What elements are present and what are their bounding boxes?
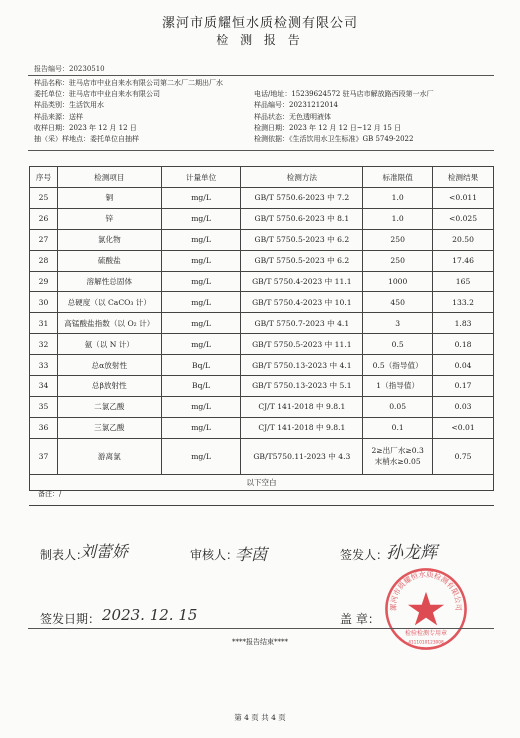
cell-item: 溶解性总固体: [57, 271, 161, 292]
cell-unit: mg/L: [161, 334, 241, 355]
test-date: 检测日期：2023 年 12 月 12 日~12 月 15 日: [254, 123, 402, 132]
seal-label: 盖 章：: [340, 612, 380, 626]
cell-limit: 250: [363, 250, 433, 271]
cell-item: 高锰酸盐指数（以 O₂ 计）: [57, 313, 161, 334]
cell-result: 133.2: [433, 292, 494, 313]
doc-title: 检 测 报 告: [216, 33, 304, 47]
sample-state: 样品状态：无色透明液体: [254, 112, 331, 121]
cell-item: 二氯乙酸: [57, 396, 161, 417]
cell-no: 35: [30, 396, 58, 417]
cell-limit: [363, 438, 433, 474]
org-title: 漯河市质耀恒水质检测有限公司: [161, 16, 358, 31]
cell-result: 1.83: [433, 313, 494, 334]
cell-unit: mg/L: [161, 292, 241, 313]
end-note-row: [30, 474, 494, 490]
remarks: 备注：/: [38, 490, 62, 498]
cell-unit: mg/L: [161, 250, 241, 271]
cell-method: GB/T 5750.6-2023 中 7.2: [241, 188, 363, 209]
cell-no: 34: [30, 376, 58, 397]
approved-signature: 孙龙辉: [386, 543, 437, 563]
cell-unit: mg/L: [161, 313, 241, 334]
cell-result: 0.75: [433, 438, 494, 474]
table-row: [30, 376, 494, 397]
cell-method: GB/T 5750.5-2023 中 6.2: [241, 229, 363, 250]
table-row: [30, 250, 494, 271]
sample-name: 样品名称：驻马店市中业自来水有限公司第二水厂二期出厂水: [34, 79, 223, 87]
divider-remarks: [29, 505, 494, 506]
cell-limit: 0.1: [363, 417, 433, 438]
header-method: 检测方法: [241, 167, 363, 188]
cell-unit: mg/L: [161, 271, 241, 292]
cell-no: 25: [30, 188, 58, 209]
table-row: [30, 438, 494, 474]
sample-number: 样品编号：20231212014: [254, 101, 338, 110]
cell-method: GB/T 5750.5-2023 中 11.1: [241, 334, 363, 355]
cell-limit: 450: [363, 292, 433, 313]
cell-no: 37: [30, 438, 58, 474]
header-unit: 计量单位: [161, 167, 241, 188]
cell-limit: 0.05: [363, 396, 433, 417]
cell-result: <0.025: [433, 208, 494, 229]
sample-source: 样品来源：送样: [34, 112, 83, 121]
cell-unit: mg/L: [161, 396, 241, 417]
cell-result: 0.17: [433, 376, 494, 397]
seal-text: 漯河市质耀恒水质检测有限公司: [388, 569, 464, 612]
cell-result: <0.01: [433, 417, 494, 438]
table-row: [30, 396, 494, 417]
cell-result: 0.04: [433, 355, 494, 376]
cell-result: 20.50: [433, 229, 494, 250]
cell-limit: 3: [363, 313, 433, 334]
divider-top: [28, 75, 494, 76]
cell-result: 165: [433, 271, 494, 292]
test-standard: 检测依据：《生活饮用水卫生标准》GB 5749-2022: [254, 134, 414, 143]
cell-item: 三氯乙酸: [57, 417, 161, 438]
cell-method: GB/T 5750.4-2023 中 10.1: [241, 292, 363, 313]
cell-no: 27: [30, 229, 58, 250]
header-limit: 标准限值: [363, 167, 433, 188]
page-number: 第 4 页 共 4 页: [234, 713, 286, 722]
cell-no: 28: [30, 250, 58, 271]
seal-bottom-text: 检验检测专用章: [404, 629, 448, 637]
table-header-row: [30, 167, 494, 188]
cell-limit: 1.0: [363, 188, 433, 209]
cell-unit: mg/L: [161, 438, 241, 474]
cell-method: GB/T5750.11-2023 中 4.3: [241, 438, 363, 474]
reviewed-label: 审核人：: [190, 548, 239, 562]
cell-limit: 1000: [363, 271, 433, 292]
prepared-signature: 刘蕾娇: [80, 542, 129, 561]
table-row: [30, 355, 494, 376]
received-date: 收样日期：2023 年 12 月 12 日: [34, 123, 137, 132]
cell-item: 硫酸盐: [57, 250, 161, 271]
cell-method: GB/T 5750.7-2023 中 4.1: [241, 313, 363, 334]
approved-label: 签发人：: [340, 548, 389, 562]
cell-method: GB/T 5750.4-2023 中 11.1: [241, 271, 363, 292]
seal-number: 4111010123008: [408, 640, 444, 646]
issue-date-label: 签发日期：: [40, 612, 101, 626]
table-row: [30, 271, 494, 292]
cell-no: 31: [30, 313, 58, 334]
cell-result: 0.18: [433, 334, 494, 355]
cell-unit: Bq/L: [161, 355, 241, 376]
cell-item: 铜: [57, 188, 161, 209]
table-row: [30, 208, 494, 229]
header-result: 检测结果: [433, 167, 494, 188]
cell-item: 锌: [57, 208, 161, 229]
report-end: ****报告结束****: [232, 638, 288, 646]
limit-line-2: 末梢水≥0.05: [374, 457, 421, 467]
cell-method: GB/T 5750.13-2023 中 5.1: [241, 376, 363, 397]
table-row: [30, 313, 494, 334]
sample-info: [34, 78, 494, 145]
cell-unit: mg/L: [161, 188, 241, 209]
header-item: 检测项目: [57, 167, 161, 188]
issue-date: 2023. 12. 15: [102, 606, 198, 624]
contact: 电话/地址：15239624572 驻马店市解放路西段第一水厂: [254, 90, 434, 99]
cell-method: GB/T 5750.5-2023 中 6.2: [241, 250, 363, 271]
table-row: [30, 334, 494, 355]
divider-info: [28, 150, 494, 151]
cell-result: 0.03: [433, 396, 494, 417]
cell-no: 32: [30, 334, 58, 355]
cell-result: 17.46: [433, 250, 494, 271]
prepared-label: 制表人：: [40, 548, 89, 562]
cell-limit: 1.0: [363, 208, 433, 229]
client: 委托单位：驻马店市中业自来水有限公司: [34, 90, 160, 99]
cell-item: 氨（以 N 计）: [57, 334, 161, 355]
divider-bottom: [28, 628, 494, 629]
results-table: [29, 166, 494, 491]
table-row: [30, 229, 494, 250]
report-number: 报告编号：20230510: [34, 65, 105, 73]
cell-limit: 250: [363, 229, 433, 250]
cell-no: 30: [30, 292, 58, 313]
cell-result: <0.011: [433, 188, 494, 209]
cell-unit: Bq/L: [161, 376, 241, 397]
cell-method: GB/T 5750.13-2023 中 4.1: [241, 355, 363, 376]
cell-no: 36: [30, 417, 58, 438]
cell-method: CJ/T 141-2018 中 9.8.1: [241, 417, 363, 438]
header-no: 序号: [30, 167, 58, 188]
cell-item: 总β放射性: [57, 376, 161, 397]
cell-item: 总α放射性: [57, 355, 161, 376]
cell-unit: mg/L: [161, 417, 241, 438]
cell-item: 游离氯: [57, 438, 161, 474]
cell-unit: mg/L: [161, 208, 241, 229]
cell-no: 26: [30, 208, 58, 229]
cell-limit: 0.5: [363, 334, 433, 355]
limit-line-1: 2≥出厂水≥0.3: [371, 446, 424, 456]
end-note: 以下空白: [30, 474, 494, 490]
cell-limit: 0.5（指导值）: [363, 355, 433, 376]
reviewed-signature: 李茵: [235, 545, 268, 564]
table-row: [30, 188, 494, 209]
cell-method: CJ/T 141-2018 中 9.8.1: [241, 396, 363, 417]
cell-unit: mg/L: [161, 229, 241, 250]
table-row: [30, 417, 494, 438]
sampling-location: 抽（采）样地点：委托单位自抽样: [34, 134, 139, 143]
cell-method: GB/T 5750.6-2023 中 8.1: [241, 208, 363, 229]
cell-no: 29: [30, 271, 58, 292]
cell-item: 总硬度（以 CaCO₃ 计）: [57, 292, 161, 313]
test-category: 样品类别：生活饮用水: [34, 101, 104, 110]
cell-item: 氯化物: [57, 229, 161, 250]
table-row: [30, 292, 494, 313]
cell-no: 33: [30, 355, 58, 376]
cell-limit: 1（指导值）: [363, 376, 433, 397]
